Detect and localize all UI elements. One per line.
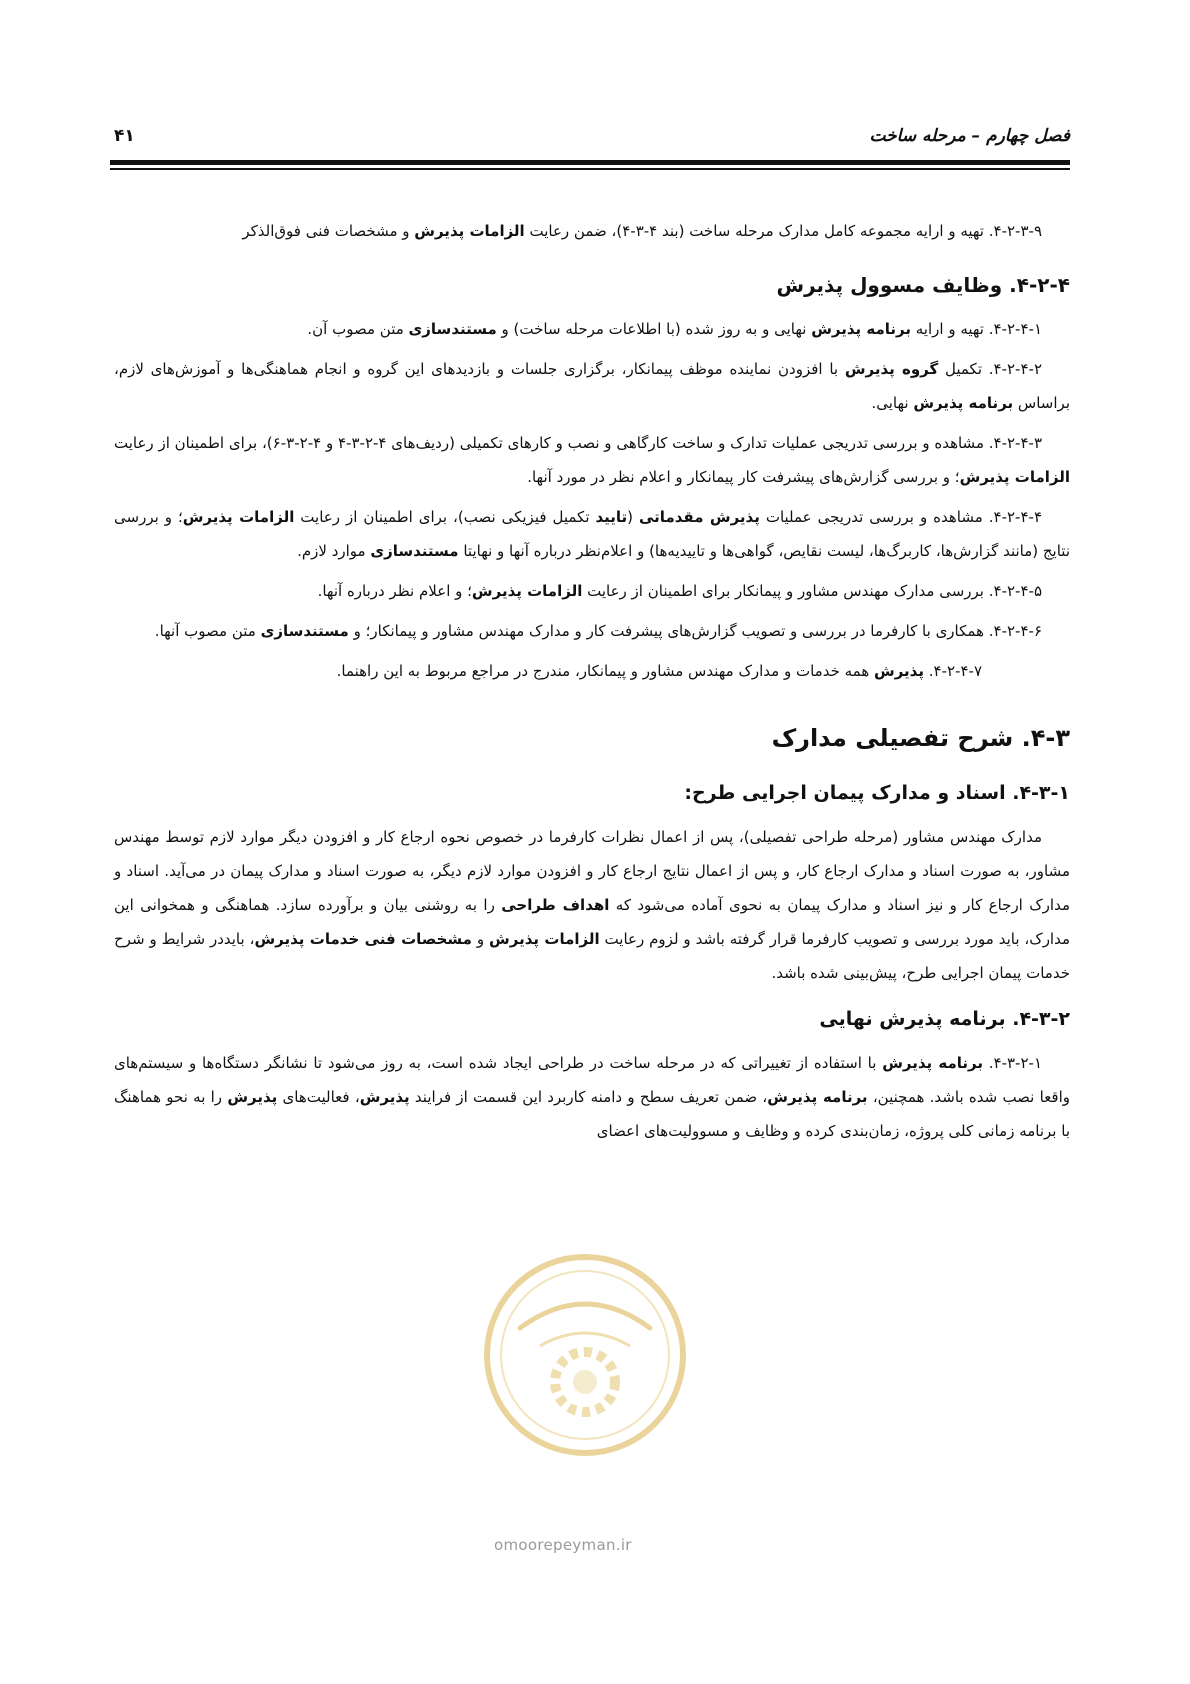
list-item-4-2-4-4: ۴-۲-۴-۴. مشاهده و بررسی تدریجی عملیات پذیرش مقدماتی (تایید تکمیل فیزیکی نصب)، برای اطمینان از رعایت الزامات پذیرش؛ و بررسی نتایج (مانند گزارش‌ها، کاربرگ‌ها، لیست نقایص، گواهی‌ها و تاییدیه‌ها) و اعلام‌نظر درباره آنها و نهایتا مستندسازی موارد لازم. <box>114 508 1070 560</box>
page-number: ۴۱ <box>114 126 135 146</box>
watermark-url: omoorepeyman.ir <box>494 1536 632 1554</box>
paragraph-4-2-3-9: ۴-۲-۳-۹. تهیه و ارایه مجموعه کامل مدارک مرحله ساخت (بند ۴-۳-۴)، ضمن رعایت الزامات پذیرش و مشخصات فنی فوق‌الذکر <box>242 222 1042 240</box>
list-item-4-2-4-5: ۴-۲-۴-۵. بررسی مدارک مهندس مشاور و پیمانکار برای اطمینان از رعایت الزامات پذیرش؛ و اعلام نظر درباره آنها. <box>317 582 1042 600</box>
section-heading-4-3-1: ۴-۳-۱. اسناد و مدارک پیمان اجرایی طرح: <box>684 782 1070 804</box>
chapter-title: فصل چهارم – مرحله ساخت <box>869 126 1070 146</box>
page-body <box>114 214 1070 1154</box>
header-rule-thin <box>110 168 1070 170</box>
section-heading-4-3-2: ۴-۳-۲. برنامه پذیرش نهایی <box>819 1008 1070 1030</box>
list-item-4-2-4-1: ۴-۲-۴-۱. تهیه و ارایه برنامه پذیرش نهایی و به روز شده (با اطلاعات مرحله ساخت) و مستندسازی متن مصوب آن. <box>307 320 1042 338</box>
list-item-4-2-4-2: ۴-۲-۴-۲. تکمیل گروه پذیرش با افزودن نماینده موظف پیمانکار، برگزاری جلسات و بازدیدهای این گروه و انجام هماهنگی‌ها و آموزش‌های لازم، براساس برنامه پذیرش نهایی. <box>114 360 1070 412</box>
omoore-peyman-seal-icon <box>480 1250 690 1460</box>
paragraph-4-3-2-1: ۴-۳-۲-۱. برنامه پذیرش با استفاده از تغییراتی که در مرحله ساخت در طراحی ایجاد شده است، به روز می‌شود تا نشانگر دستگاه‌ها و سیستم‌های واقعا نصب شده باشد. همچنین، برنامه پذیرش، ضمن تعریف سطح و دامنه کاربرد این قسمت از فرایند پذیرش، فعالیت‌های پذیرش را به نحو هماهنگ با برنامه زمانی کلی پروژه، زمان‌بندی کرده و وظایف و مسوولیت‌های اعضای <box>114 1054 1071 1140</box>
list-item-4-2-4-6: ۴-۲-۴-۶. همکاری با کارفرما در بررسی و تصویب گزارش‌های پیشرفت کار و مدارک مهندس مشاور و پیمانکار؛ و مستندسازی متن مصوب آنها. <box>154 622 1042 640</box>
header-rule-thick <box>110 160 1070 165</box>
list-item-4-2-4-3: ۴-۲-۴-۳. مشاهده و بررسی تدریجی عملیات تدارک و ساخت کارگاهی و نصب و کارهای تکمیلی (ردیف‌های ۴-۲-۳-۴ و ۴-۲-۳-۶)، برای اطمینان از رعایت الزامات پذیرش؛ و بررسی گزارش‌های پیشرفت کار پیمانکار و اعلام نظر در مورد آنها. <box>114 434 1070 486</box>
paragraph-4-3-1: مدارک مهندس مشاور (مرحله طراحی تفصیلی)، پس از اعمال نظرات کارفرما در خصوص نحوه ارجاع کار و افزودن دیگر موارد لازم توسط مهندس مشاور، به صورت اسناد و مدارک ارجاع کار، و پس از اعمال نتایج ارجاع کار و افزودن موارد لازم دیگر، به صورت اسناد و مدارک پیمان در می‌آید. اسناد و مدارک ارجاع کار و نیز اسناد و مدارک پیمان به نحوی آماده می‌شود که اهداف طراحی را به روشنی بیان و برآورده سازد. هماهنگی و همخوانی این مدارک، باید مورد بررسی و تصویب کارفرما قرار گرفته باشد و لزوم رعایت الزامات پذیرش و مشخصات فنی خدمات پذیرش، بایددر شرایط و شرح خدمات پیمان اجرایی طرح، پیش‌بینی شده باشد. <box>114 828 1071 982</box>
section-heading-4-2-4: ۴-۲-۴. وظایف مسوول پذیرش <box>776 273 1070 297</box>
list-item-4-2-4-7: ۴-۲-۴-۷. پذیرش همه خدمات و مدارک مهندس مشاور و پیمانکار، مندرج در مراجع مربوط به این راهنما. <box>336 662 982 680</box>
section-heading-4-3: ۴-۳. شرح تفصیلی مدارک <box>771 724 1070 752</box>
